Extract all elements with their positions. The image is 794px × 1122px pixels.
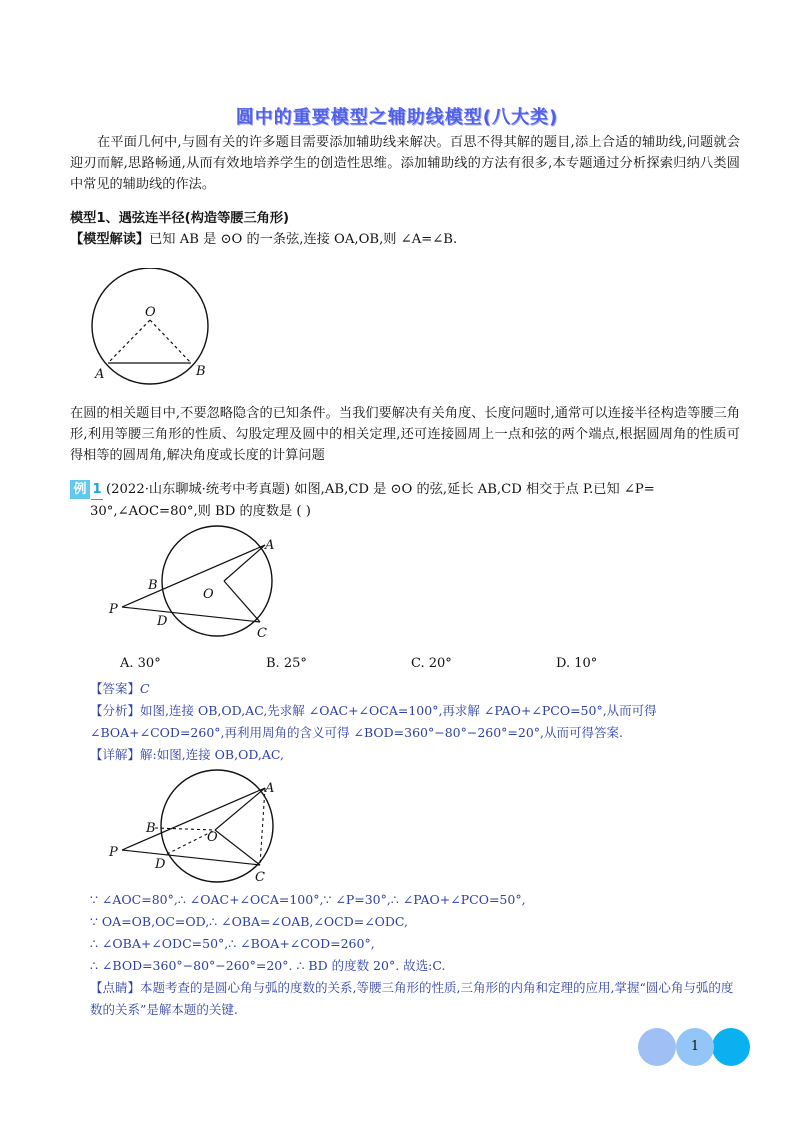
solution-step-1: ∵ ∠AOC=80°,∴ ∠OAC+∠OCA=100°,∵ ∠P=30°,∴ ∠PAO+∠PCO=50°,	[90, 892, 526, 907]
analysis	[90, 700, 740, 744]
solution-step-2: ∵ OA=OB,OC=OD,∴ ∠OBA=∠OAB,∠OCD=∠ODC,	[90, 914, 409, 929]
line-pa	[122, 545, 265, 607]
example-badge: 例	[70, 480, 90, 499]
model1-reading	[70, 229, 457, 250]
radius-ob	[150, 320, 191, 363]
answer	[90, 678, 740, 700]
label-a: A	[95, 367, 105, 382]
label-o: O	[207, 830, 218, 845]
label-b: B	[196, 364, 206, 379]
label-o: O	[203, 587, 214, 602]
model1-figure	[85, 268, 225, 388]
model1-heading: 模型1、遇弦连半径(构造等腰三角形)	[70, 211, 290, 226]
line-oc	[215, 830, 260, 865]
dashed-ob	[155, 828, 215, 830]
answer-tag: 【答案】	[90, 681, 141, 696]
line-pa	[122, 788, 265, 850]
label-d: D	[157, 614, 168, 629]
example-figure	[105, 525, 290, 640]
detail	[90, 744, 740, 766]
page-title: 圆中的重要模型之辅助线模型(八大类)	[235, 107, 559, 128]
option-a: A. 30°	[120, 656, 161, 671]
line-pc	[122, 607, 260, 622]
label-p: P	[109, 845, 118, 860]
option-c: C. 20°	[411, 656, 452, 671]
comment-tag: 【点睛】	[90, 980, 141, 995]
label-a: A	[265, 538, 275, 553]
intro-paragraph: 在平面几何中,与圆有关的许多题目需要添加辅助线来解决。百思不得其解的题目,添上合适的辅助线,问题就会迎刃而解,思路畅通,从而有效地培养学生的创造性思维。添加辅助线的方法有很多,本专题通过分析探索归纳八类圆中常见的辅助线的作法。	[70, 135, 740, 192]
detail-tag: 【详解】	[90, 747, 141, 762]
label-a: A	[265, 781, 275, 796]
analysis-tag: 【分析】	[90, 703, 141, 718]
radius-oa	[108, 320, 150, 363]
solution-figure	[105, 768, 290, 888]
label-c: C	[257, 626, 267, 640]
page-number: 1	[676, 1028, 714, 1066]
detail-text: 解:如图,连接 OB,OD,AC,	[140, 747, 284, 762]
label-b: B	[146, 821, 156, 836]
example-number: 1	[91, 480, 103, 500]
solution-step-4: ∴ ∠BOD=360°−80°−260°=20°. ∴ BD 的度数 20°. 故选:C.	[90, 958, 446, 973]
model1-reading-text: 已知 AB 是 ⊙O 的一条弦,连接 OA,OB,则 ∠A=∠B.	[149, 232, 458, 247]
example-question-line1: (2022·山东聊城·统考中考真题) 如图,AB,CD 是 ⊙O 的弦,延长 AB,CD 相交于点 P.已知 ∠P=	[106, 482, 655, 497]
answer-value: C	[140, 681, 150, 696]
line-oc	[224, 581, 260, 622]
label-d: D	[155, 857, 166, 872]
model1-paragraph: 在圆的相关题目中,不要忽略隐含的已知条件。当我们要解决有关角度、长度问题时,通常可以连接半径构造等腰三角形,利用等腰三角形的性质、勾股定理及圆中的相关定理,还可连接圆周上一点和弦的两个端点,根据圆周角的性质可得相等的圆周角,解决角度或长度的计算问题	[70, 406, 740, 463]
option-b: B. 25°	[266, 656, 307, 671]
line-oa	[224, 545, 265, 581]
example-question-line2: 30°,∠AOC=80°,则 BD 的度数是 ( )	[90, 504, 311, 519]
solution-step-3: ∴ ∠OBA+∠ODC=50°,∴ ∠BOA+∠COD=260°,	[90, 936, 375, 951]
circle	[92, 268, 208, 384]
page-decoration-right	[712, 1028, 750, 1066]
line-oa	[215, 788, 265, 830]
page-decoration-left	[638, 1028, 676, 1066]
label-b: B	[148, 578, 158, 593]
comment	[90, 977, 740, 1021]
comment-text: 本题考查的是圆心角与弧的度数的关系,等腰三角形的性质,三角形的内角和定理的应用,掌握“圆心角与弧的度数的关系”是解本题的关键.	[90, 980, 734, 1017]
circle	[162, 526, 275, 636]
option-d: D. 10°	[556, 656, 598, 671]
analysis-text: 如图,连接 OB,OD,AC,先求解 ∠OAC+∠OCA=100°,再求解 ∠PAO+∠PCO=50°,从而可得 ∠BOA+∠COD=260°,再利用周角的含义可得 ∠BOD=360°−80°−260°=20°,从而可得答案.	[90, 703, 657, 740]
label-p: P	[109, 602, 118, 617]
model1-reading-tag: 【模型解读】	[70, 232, 150, 247]
label-o: O	[145, 305, 156, 320]
dashed-ac	[260, 788, 265, 865]
label-c: C	[255, 870, 265, 885]
line-pc	[122, 850, 260, 865]
